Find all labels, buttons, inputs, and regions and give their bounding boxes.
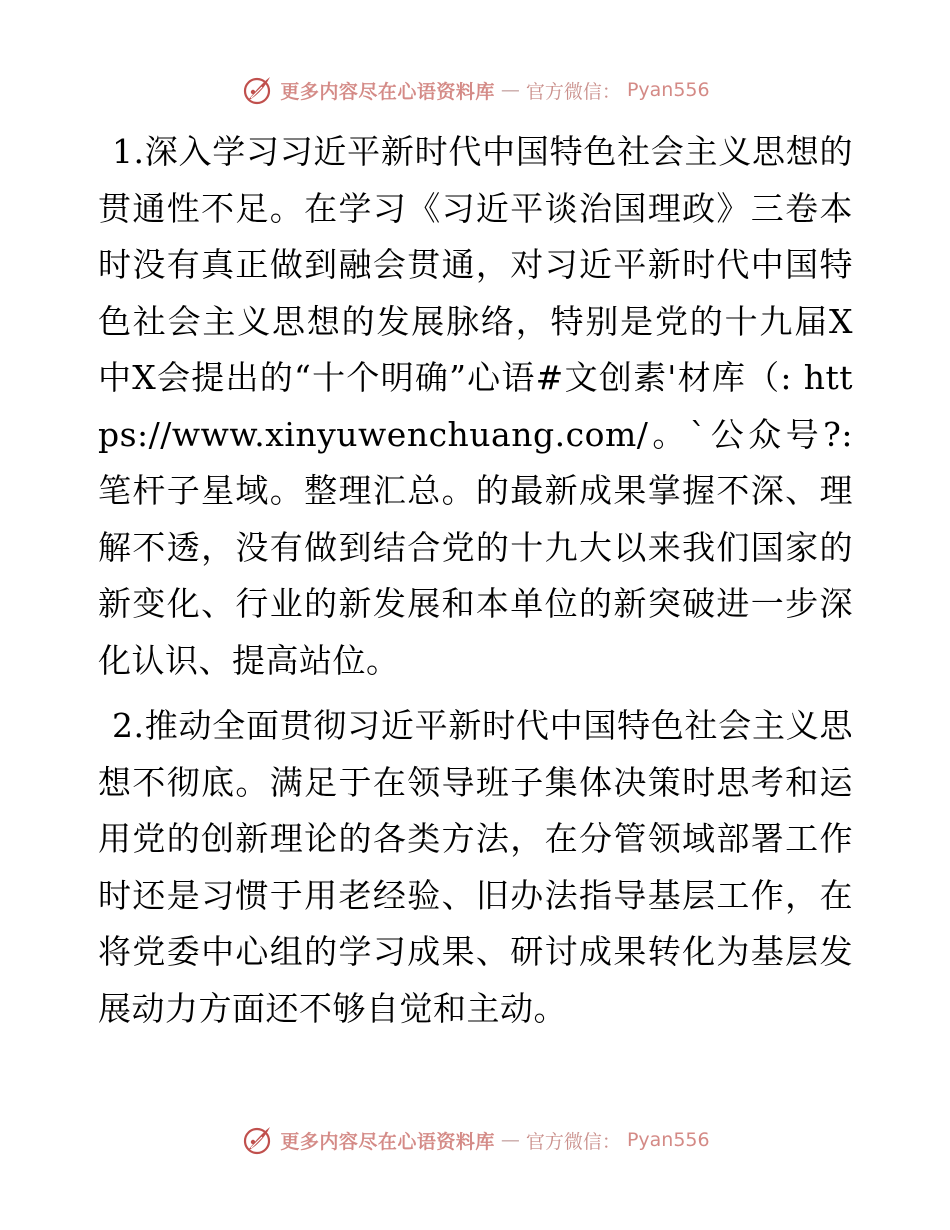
paragraph-1-text: 深入学习习近平新时代中国特色社会主义思想的贯通性不足。在学习《习近平谈治国理政》三卷本时没有真正做到融会贯通，对习近平新时代中国特色社会主义思想的发展脉络，特别是党的十九届X中X会提出的“十个明确”心语#文创素'材库（: https://www.xinyuwenchuang.com/。`公众号?: 笔杆子星域。整理汇总。的最新成果掌握不深、理解不透，没有做到结合党的十九大以来我们国家的新变化、行业的新发展和本单位的新突破进一步深化认识、提高站位。 xyxy=(98,132,853,680)
header-wechat-label: 官方微信： xyxy=(525,80,621,103)
paragraph-1-number: 1. xyxy=(112,132,145,171)
footer-separator: — xyxy=(500,1129,520,1151)
paragraph-2-number: 2. xyxy=(112,706,145,745)
footer-wechat-label: 官方微信： xyxy=(525,1130,621,1153)
page-header xyxy=(0,70,950,110)
header-brand-text: 更多内容尽在心语资料库 xyxy=(280,80,495,103)
document-body xyxy=(98,124,853,1046)
header-wechat-id: Pyan556 xyxy=(626,79,710,101)
page-footer xyxy=(0,1120,950,1160)
paragraph-1 xyxy=(98,124,853,689)
paragraph-2-text: 推动全面贯彻习近平新时代中国特色社会主义思想不彻底。满足于在领导班子集体决策时思考和运用党的创新理论的各类方法，在分管领域部署工作时还是习惯于用老经验、旧办法指导基层工作，在将党委中心组的学习成果、研讨成果转化为基层发展动力方面还不够自觉和主动。 xyxy=(98,706,853,1028)
quill-logo-icon xyxy=(240,1123,274,1157)
footer-wechat-id: Pyan556 xyxy=(626,1129,710,1151)
footer-brand xyxy=(240,1123,709,1157)
header-separator: — xyxy=(500,79,520,101)
header-brand xyxy=(240,73,709,107)
quill-logo-icon xyxy=(240,73,274,107)
paragraph-2 xyxy=(98,698,853,1037)
footer-brand-text: 更多内容尽在心语资料库 xyxy=(280,1130,495,1153)
